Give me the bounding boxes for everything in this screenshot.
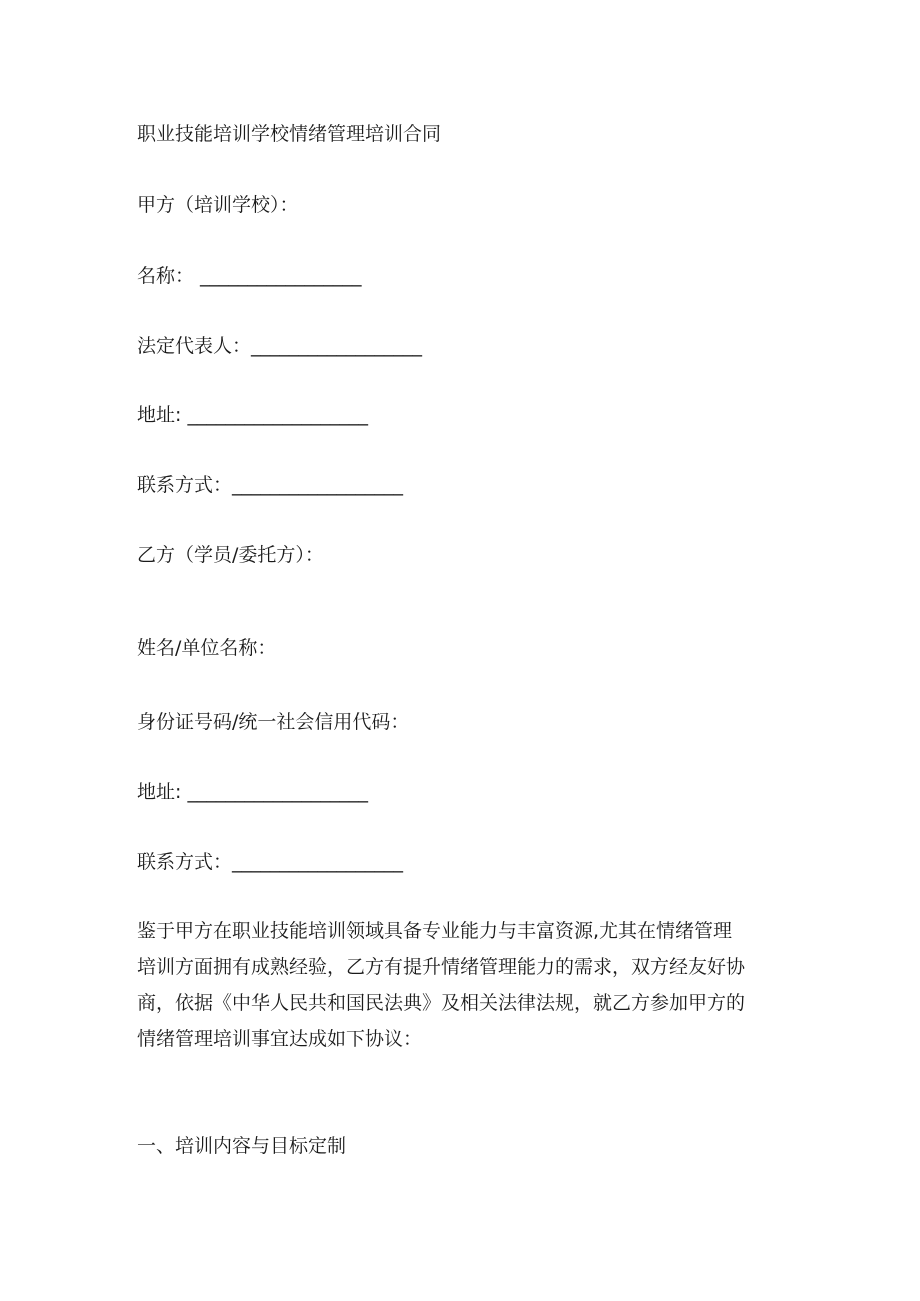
party-a-representative-field: 法定代表人：__________________ bbox=[137, 335, 423, 357]
party-a-name-field: 名称： _________________ bbox=[137, 265, 362, 287]
preamble-line: 商，依据《中华人民共和国民法典》及相关法律法规，就乙方参加甲方的 bbox=[137, 992, 746, 1014]
section-1-heading: 一、培训内容与目标定制 bbox=[137, 1135, 347, 1157]
party-b-address-field: 地址: ___________________ bbox=[137, 781, 368, 803]
document-title: 职业技能培训学校情绪管理培训合同 bbox=[137, 123, 442, 145]
preamble-line: 情绪管理培训事宜达成如下协议： bbox=[137, 1028, 423, 1050]
party-b-heading: 乙方（学员/委托方）： bbox=[137, 544, 324, 566]
party-b-contact-field: 联系方式：__________________ bbox=[137, 851, 404, 873]
party-b-name-field: 姓名/单位名称： bbox=[137, 637, 277, 659]
preamble-paragraph bbox=[137, 913, 787, 1057]
party-a-heading: 甲方（培训学校）： bbox=[137, 194, 299, 216]
party-a-contact-field: 联系方式：__________________ bbox=[137, 474, 404, 496]
preamble-line: 鉴于甲方在职业技能培训领域具备专业能力与丰富资源,尤其在情绪管理 bbox=[137, 920, 733, 942]
party-b-id-code-field: 身份证号码/统一社会信用代码： bbox=[137, 711, 410, 733]
party-a-address-field: 地址: ___________________ bbox=[137, 404, 368, 426]
preamble-line: 培训方面拥有成熟经验，乙方有提升情绪管理能力的需求，双方经友好协 bbox=[137, 956, 746, 978]
